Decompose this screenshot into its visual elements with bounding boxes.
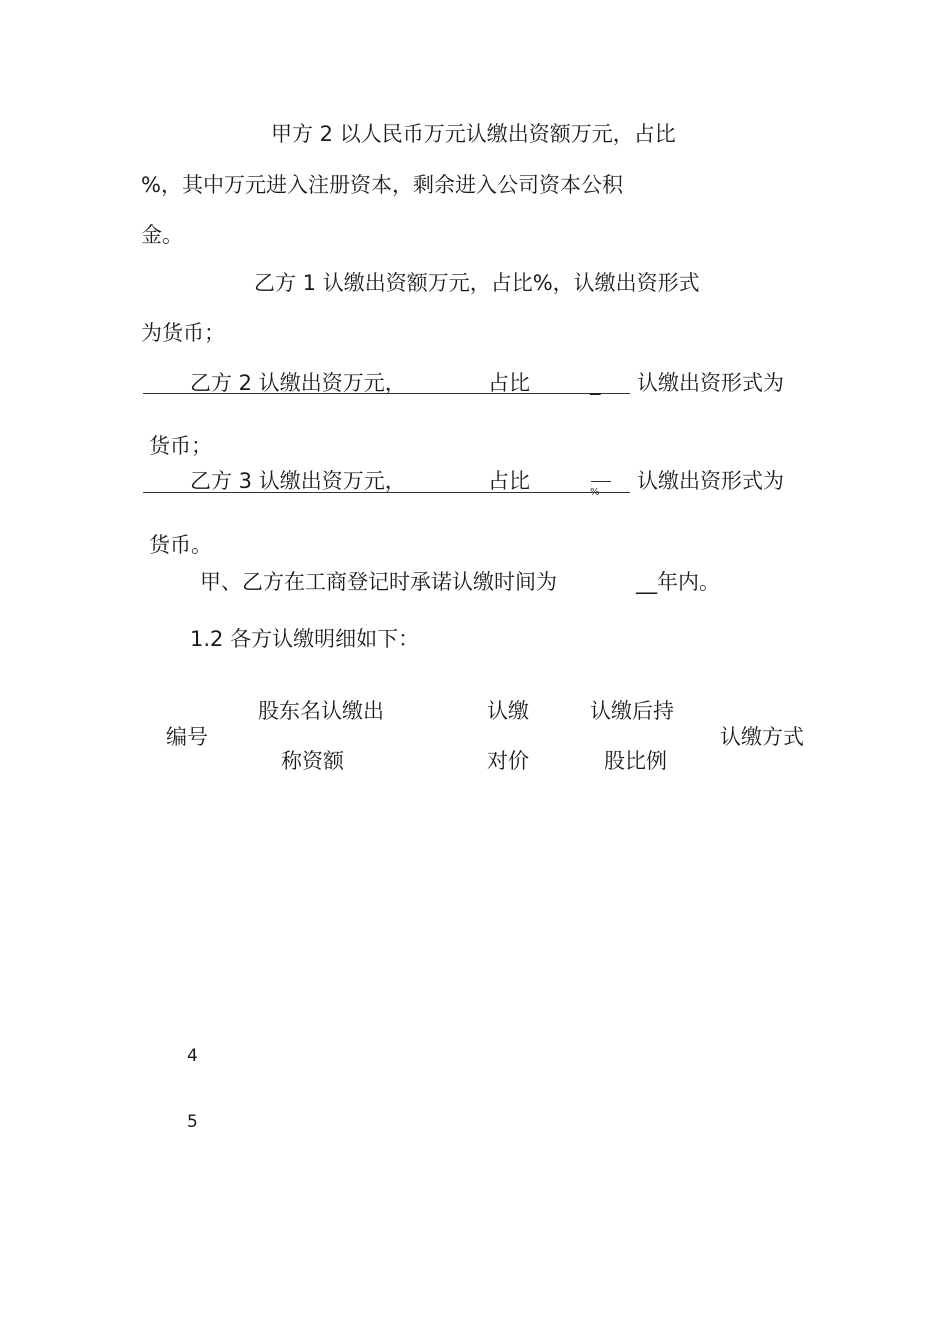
party-b2-ratio-blank: _ bbox=[590, 371, 601, 395]
commitment-period-text: 甲、乙方在工商登记时承诺认缴时间为 bbox=[200, 570, 557, 594]
col-header-shareholder-top: 股东名认缴出 bbox=[258, 699, 384, 723]
col-header-number: 编号 bbox=[166, 725, 208, 749]
col-header-ratio-bottom: 股比例 bbox=[604, 749, 667, 773]
party-b3-ratio-dash bbox=[591, 481, 611, 482]
col-header-shareholder-bottom: 称资额 bbox=[281, 749, 344, 773]
col-header-consideration-top: 认缴 bbox=[487, 699, 529, 723]
party-b3-form-value: 货币。 bbox=[149, 533, 212, 557]
col-header-method: 认缴方式 bbox=[720, 725, 804, 749]
party-b3-capital: 乙方 3 认缴出资万元， bbox=[190, 469, 406, 493]
party-b2-form-label: 认缴出资形式为 bbox=[637, 371, 784, 395]
party-b3-form-label: 认缴出资形式为 bbox=[637, 469, 784, 493]
party-b2-capital: 乙方 2 认缴出资万元， bbox=[190, 371, 406, 395]
party-b3-ratio-label: 占比 bbox=[488, 469, 530, 493]
party-a2-line-2: %，其中万元进入注册资本，剩余进入公司资本公积 bbox=[141, 173, 623, 197]
table-row-number: 4 bbox=[187, 1046, 198, 1066]
table-row-number: 5 bbox=[187, 1112, 198, 1132]
commitment-period-years: __年内。 bbox=[636, 570, 720, 594]
col-header-ratio-top: 认缴后持 bbox=[590, 699, 674, 723]
party-b1-line-2: 为货币； bbox=[141, 321, 225, 345]
party-b1-line-1: 乙方 1 认缴出资额万元，占比%，认缴出资形式 bbox=[254, 271, 700, 295]
party-b3-ratio-percent: % bbox=[590, 487, 600, 498]
party-a2-line-1: 甲方 2 以人民币万元认缴出资额万元，占比 bbox=[271, 122, 676, 146]
col-header-consideration-bottom: 对价 bbox=[487, 749, 529, 773]
party-b2-form-value: 货币； bbox=[149, 434, 212, 458]
party-b2-ratio-label: 占比 bbox=[488, 371, 530, 395]
party-a2-line-3: 金。 bbox=[141, 223, 183, 247]
section-1-2-heading: 1.2 各方认缴明细如下： bbox=[190, 627, 420, 651]
